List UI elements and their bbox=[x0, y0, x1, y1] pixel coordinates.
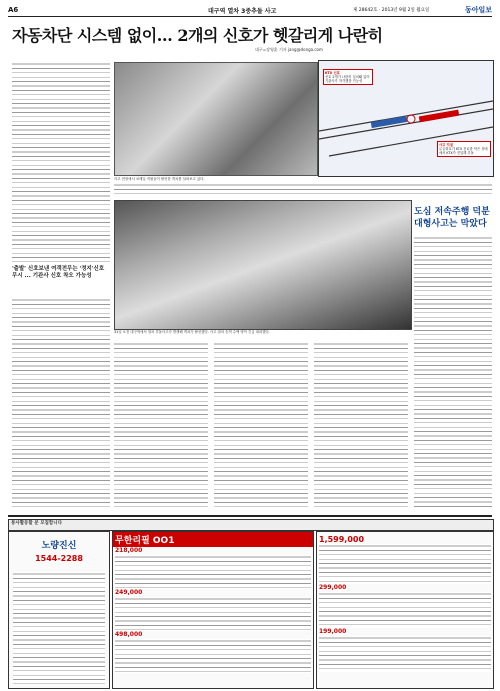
body-text-col-2 bbox=[114, 342, 208, 508]
body-text-col-4 bbox=[314, 342, 408, 508]
map-callout bbox=[323, 69, 373, 85]
ad-left-logo-wrap bbox=[9, 532, 109, 563]
ad-banner-text: 봉사활동할 분 모집합니다 bbox=[11, 521, 62, 526]
ad-right-list-2 bbox=[319, 592, 491, 628]
paper-logo: 동아일보 bbox=[464, 6, 492, 14]
masthead bbox=[8, 4, 492, 16]
pull-quote: '출발' 신호보낸 여객전무는 '정지'신호 무시 ... 기관사 신호 착오 가능성 bbox=[12, 266, 105, 279]
ad-price-2: 249,000 bbox=[115, 589, 143, 596]
header-rule bbox=[8, 16, 492, 17]
map-label-signal: KTX 신호 bbox=[325, 71, 340, 75]
ad-price-4: 1,599,000 bbox=[319, 535, 365, 544]
body-text-col-1b bbox=[12, 298, 110, 508]
section-title: 대구역 열차 3중추돌 사고 bbox=[208, 8, 277, 15]
ad-left-phone: 1544-2288 bbox=[35, 554, 83, 563]
ad-right[interactable] bbox=[316, 531, 494, 689]
ad-mid[interactable] bbox=[112, 531, 314, 689]
ad-price-3: 498,000 bbox=[115, 631, 143, 638]
page-number: A6 bbox=[8, 6, 19, 14]
caption-text bbox=[114, 183, 492, 197]
accident-photo bbox=[114, 62, 318, 176]
ad-price-5: 299,000 bbox=[319, 584, 347, 591]
byline: 대구=장영훈 기자 jang@donga.com bbox=[255, 47, 323, 52]
photo2-caption: 31일 오전 대구역에서 열차 추돌사고가 발생해 객차가 탈선했다. 사고 열차 승객 수백 명이 긴급 대피했다. bbox=[114, 330, 270, 334]
side-story-headline: 도심 저속주행 덕분 대형사고는 막았다 bbox=[414, 207, 490, 229]
ad-mid-list-1 bbox=[115, 555, 311, 589]
ad-mid-title: 무한리필 OO1 bbox=[113, 532, 313, 547]
map-callout-text: 신호 2개가 나란히 설치돼 있어 기관사가 착각했을 가능성 bbox=[325, 75, 370, 83]
ad-price-1: 218,000 bbox=[115, 547, 143, 554]
map-callout-text-2: 무궁화호가 KTX 진로를 막은 상태에서 KTX가 진입해 추돌 bbox=[439, 147, 488, 155]
issue-info: 제 28642호 · 2013년 9월 2일 월요일 bbox=[353, 8, 430, 13]
ad-right-list-1 bbox=[319, 544, 491, 584]
ad-mid-list-3 bbox=[115, 639, 311, 673]
body-text-col-1 bbox=[12, 62, 110, 262]
ad-price-6: 199,000 bbox=[319, 628, 347, 635]
ad-left[interactable] bbox=[8, 531, 110, 689]
ad-left-title: 노량진신 bbox=[41, 541, 77, 551]
map-callout-2 bbox=[437, 141, 491, 157]
headline: 자동차단 시스템 없이… 2개의 신호가 헷갈리게 나란히 bbox=[12, 26, 383, 45]
photo-caption: 사고 현장에서 코레일 직원들이 탈선한 객차를 살펴보고 있다. bbox=[114, 177, 205, 181]
map-label-site: 사고 지점 bbox=[439, 143, 453, 147]
ad-section bbox=[8, 515, 492, 689]
side-story-body bbox=[414, 236, 492, 508]
ad-left-list bbox=[13, 572, 105, 684]
ad-banner-top[interactable] bbox=[8, 519, 494, 531]
body-text-col-3 bbox=[214, 342, 308, 508]
derailment-photo bbox=[114, 200, 412, 330]
ad-right-list-3 bbox=[319, 636, 491, 672]
accident-diagram bbox=[318, 60, 494, 177]
ad-mid-list-2 bbox=[115, 597, 311, 631]
